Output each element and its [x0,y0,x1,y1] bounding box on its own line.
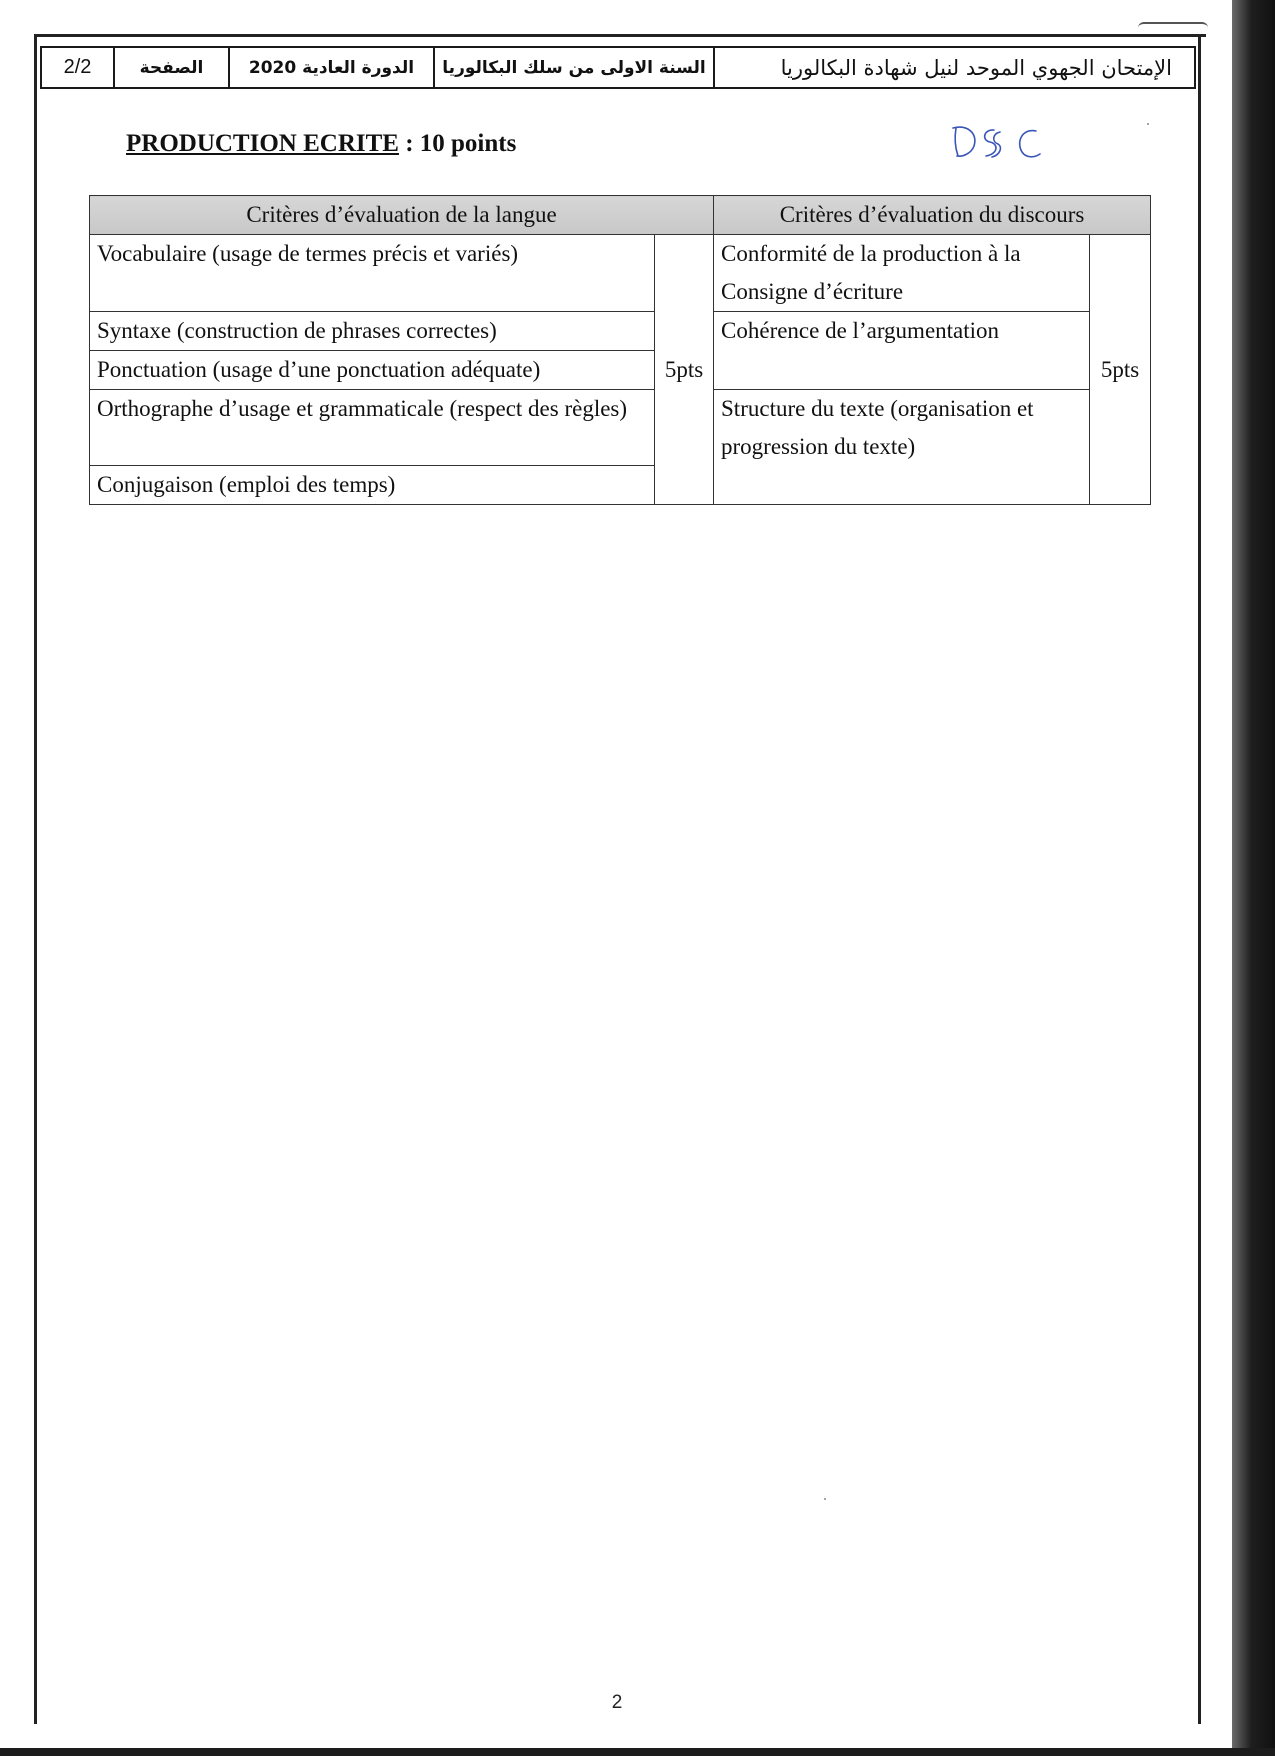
header-level: السنة الاولى من سلك البكالوريا [434,47,714,88]
section-points: : 10 points [398,130,517,157]
discourse-criteria-header: Critères d’évaluation du discours [714,196,1151,235]
scan-edge-shadow [1232,0,1275,1756]
section-title-text: PRODUCTION ECRITE [126,130,399,157]
criterion-conjugation: Conjugaison (emploi des temps) [90,466,655,505]
criteria-row [90,235,1151,312]
criterion-vocabulary: Vocabulaire (usage de termes précis et variés) [90,235,655,312]
frame-right-border [1198,36,1201,1724]
footer-page-number: 2 [611,1692,623,1713]
language-points: 5pts [655,235,714,505]
criterion-structure: Structure du texte (organisation et progression du texte) [714,390,1090,505]
header-session: الدورة العادية 2020 [229,47,434,88]
header-page-number: 2/2 [41,47,114,88]
discourse-points: 5pts [1090,235,1151,505]
scan-speck [1147,123,1149,125]
frame-top-border [34,34,1206,37]
frame-left-border [34,34,37,1724]
criteria-header-row [90,196,1151,235]
scan-bottom-edge [0,1748,1275,1756]
criterion-coherence: Cohérence de l’argumentation [714,312,1090,390]
exam-header-table [40,46,1196,89]
section-title [126,130,516,158]
handwritten-initials [950,120,1045,168]
criterion-conformity: Conformité de la production à la Consigne d’écriture [714,235,1090,312]
exam-header-row [41,47,1195,88]
header-page-label: الصفحة [114,47,229,88]
scan-speck [824,1498,826,1500]
criterion-punctuation: Ponctuation (usage d’une ponctuation adéquate) [90,351,655,390]
criteria-row [90,312,1151,351]
language-criteria-header: Critères d’évaluation de la langue [90,196,714,235]
header-exam-title: الإمتحان الجهوي الموحد لنيل شهادة البكالوريا [714,47,1195,88]
criteria-row [90,390,1151,466]
evaluation-criteria-table [89,195,1151,505]
corner-mark [1138,22,1208,28]
criterion-spelling: Orthographe d’usage et grammaticale (respect des règles) [90,390,655,466]
criterion-syntax: Syntaxe (construction de phrases correctes) [90,312,655,351]
